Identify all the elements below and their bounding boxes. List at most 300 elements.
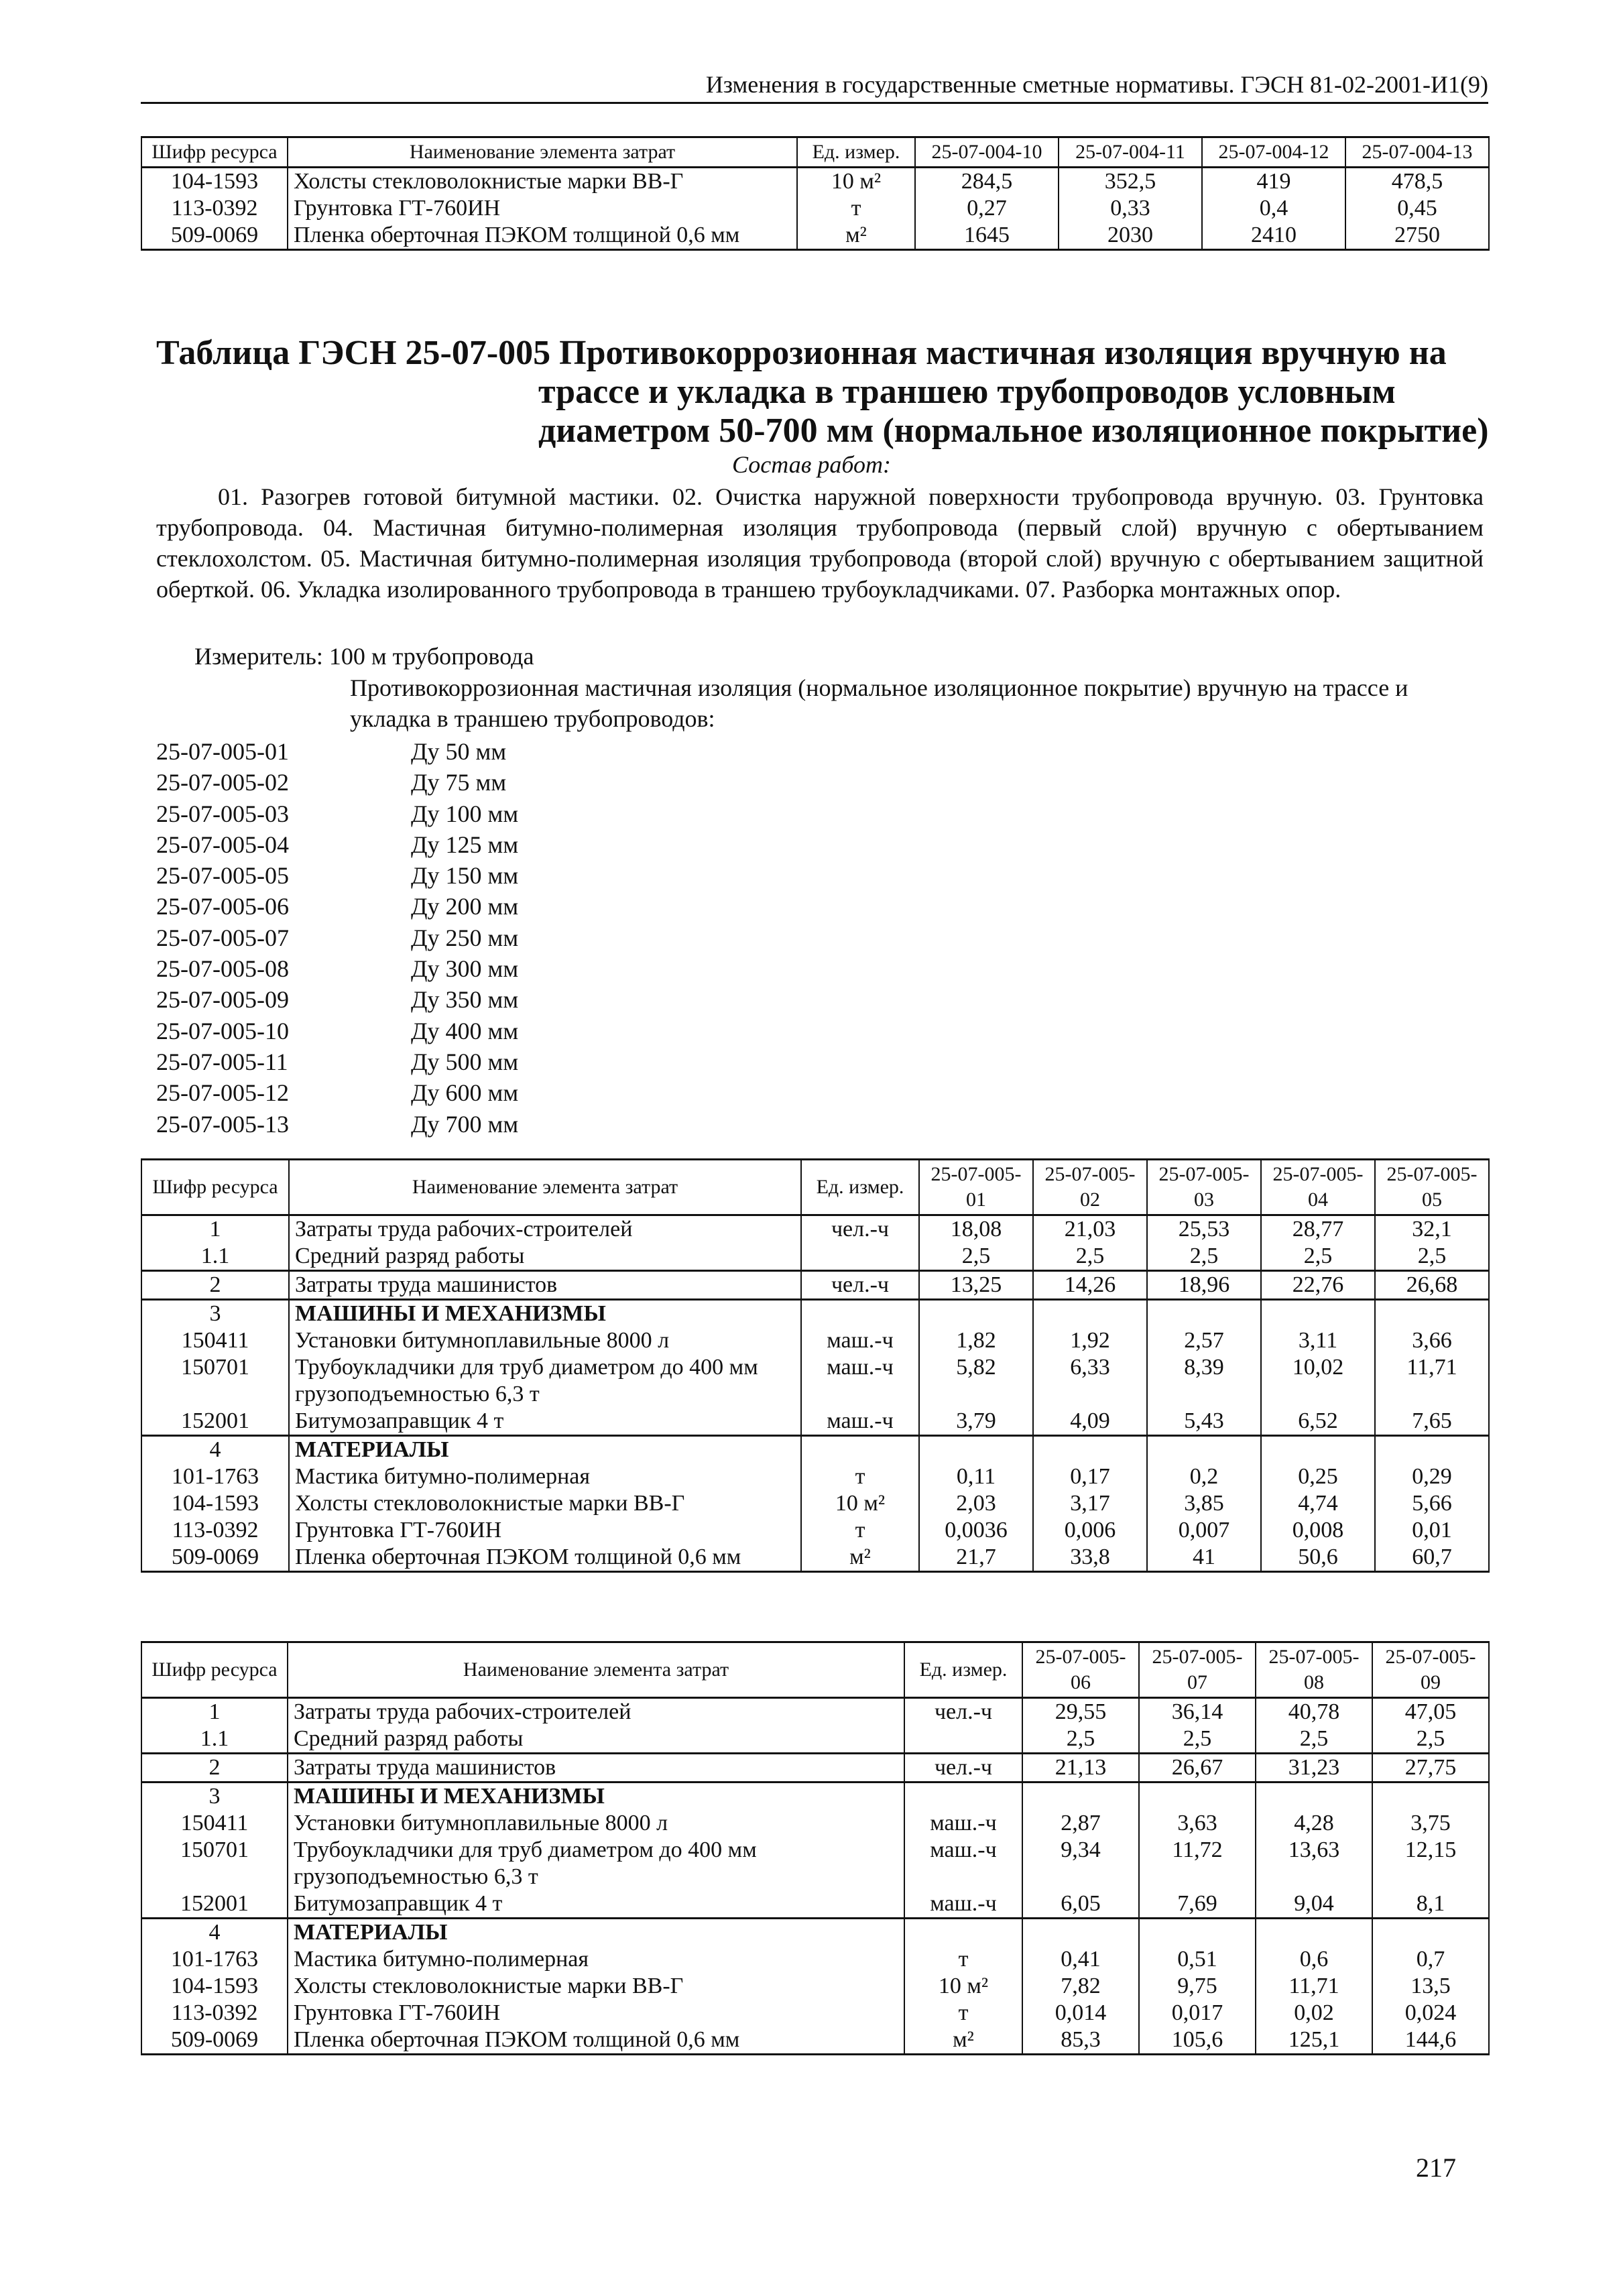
variant-label: Ду 50 мм [411, 738, 507, 765]
norm-value: 3,11 [1261, 1327, 1375, 1354]
unit: маш.-ч [904, 1837, 1022, 1890]
variant-code: 25-07-005-08 [156, 955, 289, 983]
norm-value [919, 1300, 1033, 1328]
resource-code: 150701 [141, 1837, 288, 1890]
table-row [141, 1726, 1489, 1754]
norm-value: 6,33 [1033, 1354, 1147, 1408]
norm-value: 0,6 [1256, 1946, 1372, 1973]
variant-code: 25-07-005-06 [156, 893, 289, 920]
variant-code: 25-07-005-02 [156, 769, 289, 796]
variant-code: 25-07-005-10 [156, 1017, 289, 1044]
composition-text: 01. Разогрев готовой битумной мастики. 02. Очистка наружной поверхности трубопровода вручную. 03. Грунтовка трубопровода. 04. Мастичная битумно-полимерная изоляция трубопровода (первый слой) вручную с обертыванием стеклохолстом. 05. Мастичная битумно-полимерная изоляция трубопровода (второй слой) вручную с обертыванием защитной оберткой. 06. Укладка изолированного трубопровода в траншею трубоукладчиками. 07. Разборка монтажных опор. [156, 483, 1484, 603]
table-row [141, 1890, 1489, 1919]
cost-element-name: Битумозаправщик 4 т [288, 1890, 904, 1919]
cost-element-name: Средний разряд работы [288, 1726, 904, 1754]
variant-item [156, 736, 518, 767]
norm-value: 0,4 [1202, 195, 1345, 222]
norm-value: 3,66 [1375, 1327, 1489, 1354]
norm-value: 2,87 [1022, 1810, 1139, 1837]
norm-value [1139, 1919, 1256, 1947]
title-line-1: Таблица ГЭСН 25-07-005 Противокоррозионная мастичная изоляция вручную на [156, 334, 1447, 372]
table-row [141, 195, 1489, 222]
norm-value: 0,008 [1261, 1517, 1375, 1544]
title-line-2: трассе и укладка в траншею трубопроводов условным [538, 373, 1396, 411]
header-column: 25-07-004-11 [1059, 137, 1202, 168]
norm-value: 2,5 [1033, 1243, 1147, 1271]
variant-label: Ду 700 мм [411, 1110, 519, 1138]
table-row [141, 1946, 1489, 1973]
norm-value: 18,96 [1147, 1271, 1261, 1300]
norm-value: 32,1 [1375, 1215, 1489, 1244]
norm-value: 3,63 [1139, 1810, 1256, 1837]
header-unit: Ед. измер. [797, 137, 915, 168]
norm-value: 7,82 [1022, 1973, 1139, 2000]
cost-element-name: МАШИНЫ И МЕХАНИЗМЫ [289, 1300, 801, 1328]
norm-value: 105,6 [1139, 2027, 1256, 2055]
cost-element-name: Битумозаправщик 4 т [289, 1408, 801, 1436]
norm-value: 21,13 [1022, 1754, 1139, 1783]
resource-code: 1 [141, 1698, 288, 1726]
unit: маш.-ч [904, 1810, 1022, 1837]
norm-value: 2750 [1345, 222, 1489, 250]
norm-value: 1,92 [1033, 1327, 1147, 1354]
header-column: 25-07-005-01 [919, 1160, 1033, 1215]
norm-value: 2,5 [1375, 1243, 1489, 1271]
resource-code: 509-0069 [141, 2027, 288, 2055]
norm-value: 0,007 [1147, 1517, 1261, 1544]
norm-value: 0,11 [919, 1463, 1033, 1490]
norm-value [1147, 1436, 1261, 1464]
variant-item [156, 829, 518, 860]
norm-value: 28,77 [1261, 1215, 1375, 1244]
norm-value [1372, 1783, 1489, 1811]
norm-value: 9,04 [1256, 1890, 1372, 1919]
table-row [141, 1300, 1489, 1328]
unit: т [801, 1517, 919, 1544]
norm-value: 9,75 [1139, 1973, 1256, 2000]
norm-value: 60,7 [1375, 1544, 1489, 1572]
unit: м² [904, 2027, 1022, 2055]
norm-value [1372, 1919, 1489, 1947]
variant-code: 25-07-005-11 [156, 1048, 288, 1075]
header-unit: Ед. измер. [801, 1160, 919, 1215]
norm-value: 22,76 [1261, 1271, 1375, 1300]
norm-value [1375, 1300, 1489, 1328]
variant-code: 25-07-005-07 [156, 924, 289, 951]
table-row [141, 1810, 1489, 1837]
norm-value: 0,024 [1372, 2000, 1489, 2027]
header-unit: Ед. измер. [904, 1642, 1022, 1698]
norm-value: 0,006 [1033, 1517, 1147, 1544]
norm-value: 5,66 [1375, 1490, 1489, 1517]
norm-value: 2410 [1202, 222, 1345, 250]
variant-item [156, 798, 518, 829]
variant-code: 25-07-005-13 [156, 1110, 289, 1138]
table-row [141, 1517, 1489, 1544]
cost-element-name: Трубоукладчики для труб диаметром до 400 мм грузоподъемностью 6,3 т [289, 1354, 801, 1408]
unit: м² [801, 1544, 919, 1572]
resource-code: 152001 [141, 1890, 288, 1919]
variant-item [156, 984, 518, 1015]
norm-value [1256, 1783, 1372, 1811]
resource-code: 1.1 [141, 1243, 289, 1271]
cost-element-name: Затраты труда рабочих-строителей [288, 1698, 904, 1726]
table-header-row [141, 1642, 1489, 1698]
norm-value: 0,0036 [919, 1517, 1033, 1544]
norm-value [1147, 1300, 1261, 1328]
page-number: 217 [1416, 2153, 1456, 2183]
norm-value [1033, 1436, 1147, 1464]
norm-value: 29,55 [1022, 1698, 1139, 1726]
header-name: Наименование элемента затрат [289, 1160, 801, 1215]
table-row [141, 2000, 1489, 2027]
variant-item [156, 922, 518, 953]
norm-value: 419 [1202, 168, 1345, 196]
table-row [141, 1783, 1489, 1811]
norm-value: 12,15 [1372, 1837, 1489, 1890]
cost-element-name: Установки битумноплавильные 8000 л [289, 1327, 801, 1354]
table-row [141, 1973, 1489, 2000]
norm-value: 5,82 [919, 1354, 1033, 1408]
variant-item [156, 1016, 518, 1046]
composition-label: Состав работ: [732, 451, 891, 478]
norm-value: 33,8 [1033, 1544, 1147, 1572]
variant-label: Ду 300 мм [411, 955, 519, 983]
header-code: Шифр ресурса [141, 1160, 289, 1215]
table-row [141, 1436, 1489, 1464]
resource-code: 113-0392 [141, 2000, 288, 2027]
norm-value: 13,5 [1372, 1973, 1489, 2000]
norm-value: 9,34 [1022, 1837, 1139, 1890]
resource-code: 1 [141, 1215, 289, 1244]
cost-element-name: МАТЕРИАЛЫ [289, 1436, 801, 1464]
table-row [141, 1837, 1489, 1890]
unit: чел.-ч [904, 1698, 1022, 1726]
norm-value: 2,57 [1147, 1327, 1261, 1354]
resource-code: 152001 [141, 1408, 289, 1436]
resource-code: 104-1593 [141, 168, 288, 196]
variant-item [156, 1077, 518, 1108]
resource-code: 113-0392 [141, 1517, 289, 1544]
norm-value: 0,2 [1147, 1463, 1261, 1490]
norm-value: 13,63 [1256, 1837, 1372, 1890]
table-row [141, 1215, 1489, 1244]
norm-value: 3,79 [919, 1408, 1033, 1436]
variant-label: Ду 125 мм [411, 831, 519, 858]
norm-value: 0,51 [1139, 1946, 1256, 1973]
norm-table-005-06-09 [141, 1641, 1490, 2055]
unit: маш.-ч [801, 1408, 919, 1436]
norm-value: 0,25 [1261, 1463, 1375, 1490]
resource-code: 2 [141, 1271, 289, 1300]
norm-value: 0,02 [1256, 2000, 1372, 2027]
norm-value: 2,5 [1147, 1243, 1261, 1271]
norm-value: 478,5 [1345, 168, 1489, 196]
resource-code: 104-1593 [141, 1490, 289, 1517]
header-name: Наименование элемента затрат [288, 1642, 904, 1698]
table-row [141, 1271, 1489, 1300]
variant-label: Ду 500 мм [411, 1048, 519, 1075]
norm-value: 8,39 [1147, 1354, 1261, 1408]
resource-code: 3 [141, 1783, 288, 1811]
variant-label: Ду 600 мм [411, 1079, 519, 1107]
variant-item [156, 1046, 518, 1077]
resource-code: 150411 [141, 1327, 289, 1354]
norm-value: 0,45 [1345, 195, 1489, 222]
norm-value: 2,5 [1139, 1726, 1256, 1754]
variant-list [156, 736, 518, 1140]
norm-value [1256, 1919, 1372, 1947]
table-header-row [141, 1160, 1489, 1215]
norm-description: Противокоррозионная мастичная изоляция (нормальное изоляционное покрытие) вручную на трассе и укладка в траншею трубопроводов: [350, 674, 1408, 732]
norm-value: 18,08 [919, 1215, 1033, 1244]
norm-value: 5,43 [1147, 1408, 1261, 1436]
cost-element-name: Затраты труда рабочих-строителей [289, 1215, 801, 1244]
norm-value: 7,69 [1139, 1890, 1256, 1919]
variant-code: 25-07-005-04 [156, 831, 289, 858]
variant-code: 25-07-005-01 [156, 738, 289, 765]
norm-value: 85,3 [1022, 2027, 1139, 2055]
norm-value [1375, 1436, 1489, 1464]
unit: т [797, 195, 915, 222]
unit: чел.-ч [801, 1215, 919, 1244]
resource-code: 509-0069 [141, 222, 288, 250]
variant-item [156, 891, 518, 922]
norm-value: 25,53 [1147, 1215, 1261, 1244]
norm-table-005-01-05 [141, 1158, 1490, 1573]
norm-value: 0,41 [1022, 1946, 1139, 1973]
meter-line: Измеритель: 100 м трубопровода [194, 643, 534, 670]
table-row [141, 222, 1489, 250]
resource-code: 104-1593 [141, 1973, 288, 2000]
norm-value: 2,5 [1022, 1726, 1139, 1754]
norm-value: 4,09 [1033, 1408, 1147, 1436]
header-column: 25-07-005-03 [1147, 1160, 1261, 1215]
norm-value: 2,5 [919, 1243, 1033, 1271]
norm-value: 6,05 [1022, 1890, 1139, 1919]
table-title [156, 334, 1490, 450]
variant-code: 25-07-005-09 [156, 986, 289, 1014]
norm-value: 4,74 [1261, 1490, 1375, 1517]
cost-element-name: Холсты стекловолокнистые марки ВВ-Г [288, 168, 797, 196]
resource-code: 4 [141, 1919, 288, 1947]
header-column: 25-07-005-08 [1256, 1642, 1372, 1698]
unit: чел.-ч [801, 1271, 919, 1300]
table-row [141, 1327, 1489, 1354]
table-row [141, 1463, 1489, 1490]
norm-value: 2,5 [1372, 1726, 1489, 1754]
unit [801, 1300, 919, 1328]
header-code: Шифр ресурса [141, 1642, 288, 1698]
variant-code: 25-07-005-12 [156, 1079, 289, 1107]
norm-value: 4,28 [1256, 1810, 1372, 1837]
norm-value: 31,23 [1256, 1754, 1372, 1783]
header-column: 25-07-004-13 [1345, 137, 1489, 168]
resource-code: 2 [141, 1754, 288, 1783]
cost-element-name: Пленка оберточная ПЭКОМ толщиной 0,6 мм [289, 1544, 801, 1572]
variant-label: Ду 350 мм [411, 986, 519, 1014]
cost-element-name: Пленка оберточная ПЭКОМ толщиной 0,6 мм [288, 2027, 904, 2055]
table-row [141, 1408, 1489, 1436]
resource-code: 1.1 [141, 1726, 288, 1754]
norm-value [1033, 1300, 1147, 1328]
resource-code: 150411 [141, 1810, 288, 1837]
norm-value: 3,75 [1372, 1810, 1489, 1837]
norm-value [1261, 1436, 1375, 1464]
unit: т [801, 1463, 919, 1490]
cost-element-name: Установки битумноплавильные 8000 л [288, 1810, 904, 1837]
norm-value [1139, 1783, 1256, 1811]
cost-element-name: Холсты стекловолокнистые марки ВВ-Г [288, 1973, 904, 2000]
norm-value: 1645 [915, 222, 1059, 250]
unit: 10 м² [801, 1490, 919, 1517]
header-name: Наименование элемента затрат [288, 137, 797, 168]
table-row [141, 1698, 1489, 1726]
norm-value: 21,03 [1033, 1215, 1147, 1244]
norm-value: 26,68 [1375, 1271, 1489, 1300]
norm-value: 10,02 [1261, 1354, 1375, 1408]
title-line-3: диаметром 50-700 мм (нормальное изоляционное покрытие) [538, 412, 1489, 450]
unit: чел.-ч [904, 1754, 1022, 1783]
norm-value: 284,5 [915, 168, 1059, 196]
resource-code: 113-0392 [141, 195, 288, 222]
norm-value [1022, 1919, 1139, 1947]
norm-value: 2,5 [1256, 1726, 1372, 1754]
header-column: 25-07-005-02 [1033, 1160, 1147, 1215]
cost-element-name: Мастика битумно-полимерная [289, 1463, 801, 1490]
table-row [141, 1243, 1489, 1271]
resource-code: 101-1763 [141, 1463, 289, 1490]
table-header-row [141, 137, 1489, 168]
header-column: 25-07-005-07 [1139, 1642, 1256, 1698]
norm-value: 125,1 [1256, 2027, 1372, 2055]
norm-value: 3,17 [1033, 1490, 1147, 1517]
unit: т [904, 1946, 1022, 1973]
resource-code: 150701 [141, 1354, 289, 1408]
norm-value: 8,1 [1372, 1890, 1489, 1919]
variant-label: Ду 75 мм [411, 769, 507, 796]
norm-value: 352,5 [1059, 168, 1202, 196]
resource-code: 4 [141, 1436, 289, 1464]
norm-value: 40,78 [1256, 1698, 1372, 1726]
variant-code: 25-07-005-05 [156, 862, 289, 890]
norm-value: 0,27 [915, 195, 1059, 222]
cost-element-name: МАШИНЫ И МЕХАНИЗМЫ [288, 1783, 904, 1811]
header-column: 25-07-005-05 [1375, 1160, 1489, 1215]
unit [904, 1783, 1022, 1811]
header-column: 25-07-004-12 [1202, 137, 1345, 168]
variant-item [156, 1109, 518, 1140]
norm-value: 7,65 [1375, 1408, 1489, 1436]
variant-label: Ду 150 мм [411, 862, 519, 890]
cost-element-name: Грунтовка ГТ-760ИН [289, 1517, 801, 1544]
table-row [141, 1490, 1489, 1517]
norm-value: 0,017 [1139, 2000, 1256, 2027]
norm-value: 0,01 [1375, 1517, 1489, 1544]
variant-item [156, 953, 518, 984]
header-column: 25-07-005-04 [1261, 1160, 1375, 1215]
header-code: Шифр ресурса [141, 137, 288, 168]
variant-label: Ду 400 мм [411, 1017, 519, 1044]
cost-element-name: Мастика битумно-полимерная [288, 1946, 904, 1973]
header-column: 25-07-004-10 [915, 137, 1059, 168]
cost-element-name: МАТЕРИАЛЫ [288, 1919, 904, 1947]
variant-label: Ду 100 мм [411, 800, 519, 827]
norm-value [919, 1436, 1033, 1464]
norm-value: 1,82 [919, 1327, 1033, 1354]
norm-value: 50,6 [1261, 1544, 1375, 1572]
unit: маш.-ч [801, 1354, 919, 1408]
norm-value: 2030 [1059, 222, 1202, 250]
norm-value [1022, 1783, 1139, 1811]
norm-value: 14,26 [1033, 1271, 1147, 1300]
norm-value: 11,72 [1139, 1837, 1256, 1890]
resource-code: 3 [141, 1300, 289, 1328]
norm-value: 6,52 [1261, 1408, 1375, 1436]
norm-value: 47,05 [1372, 1698, 1489, 1726]
resource-code: 101-1763 [141, 1946, 288, 1973]
header-column: 25-07-005-09 [1372, 1642, 1489, 1698]
cost-element-name: Грунтовка ГТ-760ИН [288, 2000, 904, 2027]
norm-value: 41 [1147, 1544, 1261, 1572]
norm-value: 144,6 [1372, 2027, 1489, 2055]
variant-label: Ду 200 мм [411, 893, 519, 920]
unit [801, 1436, 919, 1464]
norm-value: 0,17 [1033, 1463, 1147, 1490]
unit: 10 м² [797, 168, 915, 196]
norm-value: 3,85 [1147, 1490, 1261, 1517]
unit: 10 м² [904, 1973, 1022, 2000]
norm-value: 21,7 [919, 1544, 1033, 1572]
norm-value: 2,03 [919, 1490, 1033, 1517]
norm-value: 2,5 [1261, 1243, 1375, 1271]
running-header: Изменения в государственные сметные нормативы. ГЭСН 81-02-2001-И1(9) [141, 70, 1488, 104]
cost-element-name: Грунтовка ГТ-760ИН [288, 195, 797, 222]
unit [904, 1919, 1022, 1947]
norm-value: 27,75 [1372, 1754, 1489, 1783]
cost-element-name: Трубоукладчики для труб диаметром до 400 мм грузоподъемностью 6,3 т [288, 1837, 904, 1890]
cost-element-name: Холсты стекловолокнистые марки ВВ-Г [289, 1490, 801, 1517]
header-column: 25-07-005-06 [1022, 1642, 1139, 1698]
norm-value: 13,25 [919, 1271, 1033, 1300]
unit: м² [797, 222, 915, 250]
variant-code: 25-07-005-03 [156, 800, 289, 827]
cost-element-name: Пленка оберточная ПЭКОМ толщиной 0,6 мм [288, 222, 797, 250]
table-row [141, 1354, 1489, 1408]
norm-value: 26,67 [1139, 1754, 1256, 1783]
norm-table-continuation [141, 136, 1490, 251]
resource-code: 509-0069 [141, 1544, 289, 1572]
cost-element-name: Средний разряд работы [289, 1243, 801, 1271]
table-row [141, 1919, 1489, 1947]
norm-value [1261, 1300, 1375, 1328]
unit: маш.-ч [904, 1890, 1022, 1919]
norm-value: 0,29 [1375, 1463, 1489, 1490]
table-row [141, 1544, 1489, 1572]
norm-value: 0,014 [1022, 2000, 1139, 2027]
unit: т [904, 2000, 1022, 2027]
cost-element-name: Затраты труда машинистов [289, 1271, 801, 1300]
variant-item [156, 860, 518, 891]
norm-value: 0,33 [1059, 195, 1202, 222]
norm-value: 36,14 [1139, 1698, 1256, 1726]
unit [801, 1243, 919, 1271]
table-row [141, 2027, 1489, 2055]
cost-element-name: Затраты труда машинистов [288, 1754, 904, 1783]
unit: маш.-ч [801, 1327, 919, 1354]
variant-label: Ду 250 мм [411, 924, 519, 951]
norm-value: 11,71 [1256, 1973, 1372, 2000]
